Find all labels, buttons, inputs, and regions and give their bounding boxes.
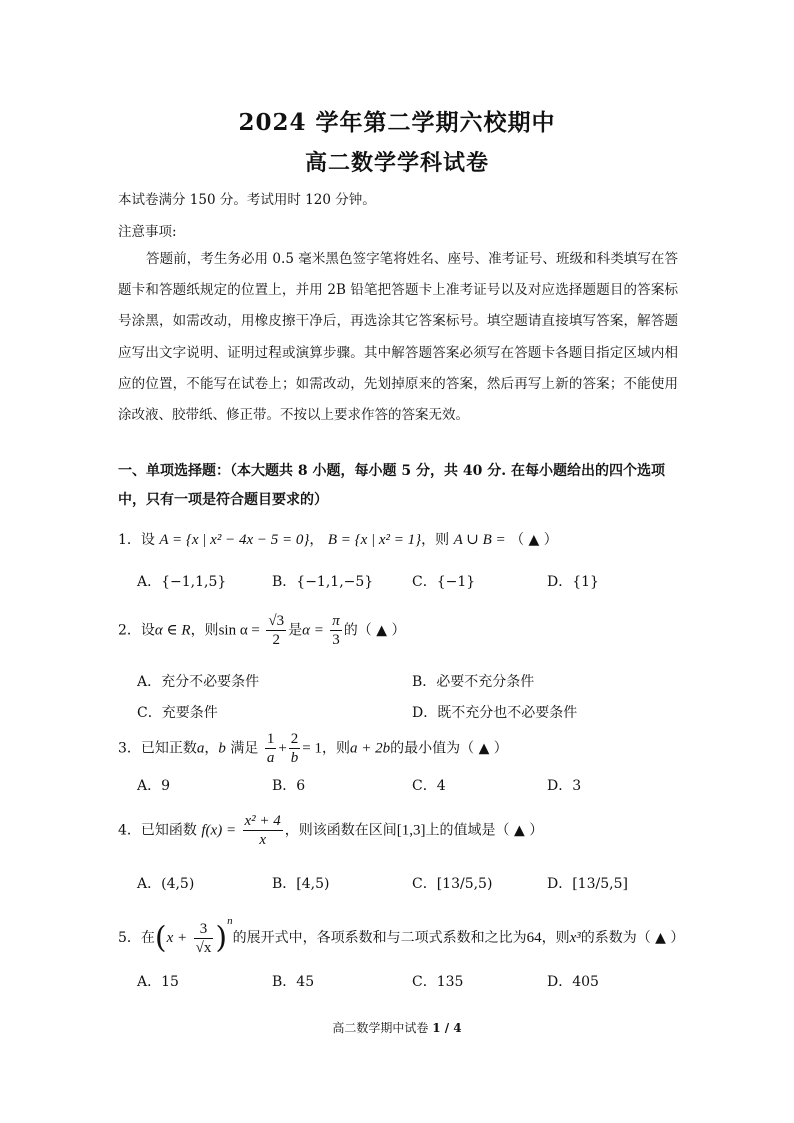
right-paren-icon: ) bbox=[215, 920, 228, 956]
q2-option-a: A．充分不必要条件 bbox=[137, 674, 260, 690]
q4-option-b: B．[4,5) bbox=[272, 876, 330, 892]
q2-mid1: ，则 bbox=[190, 622, 219, 639]
q5-f-num: 3 bbox=[194, 920, 214, 939]
q3-plus: + bbox=[278, 740, 287, 757]
q1-set-b: B = {x | x² = 1} bbox=[327, 532, 422, 548]
q4-tail: 上的值域是（ ▲ ） bbox=[425, 822, 544, 839]
q1-tail: ，则 bbox=[421, 532, 450, 548]
q3-option-c: C．4 bbox=[412, 778, 446, 794]
q5-option-b: B．45 bbox=[272, 974, 315, 990]
question-1 bbox=[118, 529, 558, 549]
q1-option-c: C．{−1} bbox=[412, 574, 476, 590]
q3-var-b: b bbox=[218, 740, 226, 757]
q2-number: 2．设 bbox=[118, 622, 155, 639]
q2-fraction-sqrt3-over-2 bbox=[266, 612, 286, 649]
q2-frac-num: √3 bbox=[268, 613, 285, 629]
q1-number: 1．设 bbox=[118, 532, 155, 548]
q5-exponent: n bbox=[227, 915, 233, 927]
footer-text: 高二数学期中试卷 bbox=[332, 1021, 429, 1035]
q4-number: 4．已知函数 bbox=[118, 822, 197, 839]
q2-condition: α ∈ R bbox=[154, 622, 191, 639]
q2-frac2-num: π bbox=[332, 613, 340, 629]
q1-set-a: A = {x | x² − 4x − 5 = 0} bbox=[159, 532, 310, 548]
notice-paragraph: 答题前，考生务必用 0.5 毫米黑色签字笔将姓名、座号、准考证号、班级和科类填写在答题卡和答题纸规定的位置上，并用 2B 铅笔把答题卡上准考证号以及对应选择题题目的答案标号涂黑，如需改动，用橡皮擦干净后，再选涂其它答案标号。填空题请直接填写答案，解答题应写出文字说明、证明过程或演算步骤。其中解答题答案必须写在答题卡各题目指定区域内相应的位置，不能写在试卷上；如需改动，先划掉原来的答案，然后再写上新的答案；不能使用涂改液、胶带纸、修正带。不按以上要求作答的答案无效。 bbox=[118, 251, 678, 424]
q3-expr: a + 2b bbox=[350, 740, 391, 757]
section-1-heading: 一、单项选择题：（本大题共 8 小题，每小题 5 分，共 40 分. 在每小题给出的四个选项中，只有一项是符合题目要求的） bbox=[118, 463, 665, 508]
q5-option-a: A．15 bbox=[137, 974, 179, 990]
q2-alpha: α = bbox=[302, 622, 324, 639]
q2-option-b: B．必要不充分条件 bbox=[412, 674, 535, 690]
question-2 bbox=[118, 612, 405, 649]
score-line: 本试卷满分 150 分。考试用时 120 分钟。 bbox=[118, 192, 376, 208]
q3-option-b: B．6 bbox=[272, 778, 306, 794]
q3-var-a: a bbox=[196, 740, 205, 757]
q3-fraction-2-over-b bbox=[289, 730, 301, 767]
q5-fraction bbox=[194, 920, 214, 957]
q5-option-d: D．405 bbox=[547, 974, 599, 990]
q1-option-a: A．{−1,1,5} bbox=[137, 574, 227, 590]
q4-fraction bbox=[243, 812, 283, 849]
q4-option-a: A．(4,5) bbox=[137, 876, 195, 892]
q1-option-d: D．{1} bbox=[547, 574, 599, 590]
q3-number: 3．已知正数 bbox=[118, 740, 197, 757]
q2-fraction-pi-over-3 bbox=[330, 612, 342, 649]
left-paren-icon: ( bbox=[154, 920, 167, 956]
q3-fraction-1-over-a bbox=[265, 730, 277, 767]
q4-f-num: x² + 4 bbox=[244, 813, 281, 829]
q5-f-den: √x bbox=[195, 939, 212, 956]
q4-interval: [1,3] bbox=[396, 822, 426, 839]
q3-f2-num: 2 bbox=[290, 731, 299, 747]
q3-option-d: D．3 bbox=[547, 778, 582, 794]
q3-mid: 满足 bbox=[230, 740, 259, 757]
q2-sin: sin α = bbox=[218, 622, 260, 639]
q3-tail: 的最小值为（ ▲ ） bbox=[390, 740, 508, 757]
q3-option-a: A．9 bbox=[137, 778, 171, 794]
q4-option-d: D．[13/5,5] bbox=[547, 876, 628, 892]
question-3 bbox=[118, 730, 508, 767]
q5-mid2: ，则 bbox=[541, 930, 570, 946]
q1-option-b: B．{−1,1,−5} bbox=[272, 574, 374, 590]
q2-tail: 的（ ▲ ） bbox=[343, 622, 406, 639]
q2-option-c: C．充要条件 bbox=[137, 705, 218, 721]
q2-mid2: 是 bbox=[288, 622, 303, 639]
q1-answer-blank: （ ▲ ） bbox=[510, 532, 558, 548]
q5-ratio: 64 bbox=[526, 930, 542, 946]
q3-f1-num: 1 bbox=[266, 731, 275, 747]
q4-f-den: x bbox=[259, 832, 266, 848]
page-number: 1 / 4 bbox=[432, 1021, 462, 1035]
q4-mid: ，则该函数在区间 bbox=[284, 822, 397, 839]
page-footer bbox=[0, 1019, 794, 1036]
q5-mid: 的展开式中，各项系数和与二项式系数和之比为 bbox=[232, 930, 527, 946]
q5-term: x³ bbox=[569, 930, 581, 946]
q5-number: 5．在 bbox=[118, 930, 155, 946]
q4-option-c: C．[13/5,5) bbox=[412, 876, 493, 892]
q4-function: f(x) = bbox=[201, 822, 237, 839]
q3-f1-den: a bbox=[266, 750, 275, 766]
q2-frac2-den: 3 bbox=[332, 632, 340, 648]
question-4 bbox=[118, 812, 543, 849]
q1-sep: ， bbox=[309, 532, 324, 548]
q3-eq: = 1 bbox=[302, 740, 323, 757]
exam-title: 2024 学年第二学期六校期中 bbox=[238, 109, 556, 136]
exam-subtitle: 高二数学学科试卷 bbox=[304, 150, 489, 176]
question-5 bbox=[118, 915, 684, 957]
q2-option-d: D．既不充分也不必要条件 bbox=[412, 705, 578, 721]
q5-x: x + bbox=[166, 930, 188, 946]
q3-f2-den: b bbox=[290, 750, 299, 766]
q5-tail: 的系数为（ ▲ ） bbox=[580, 930, 685, 946]
q5-option-c: C．135 bbox=[412, 974, 464, 990]
q1-expr: A ∪ B = bbox=[453, 532, 506, 548]
q3-mid2: ，则 bbox=[322, 740, 351, 757]
q2-frac-den: 2 bbox=[272, 632, 280, 648]
q3-comma: ， bbox=[204, 740, 219, 757]
notice-label: 注意事项: bbox=[118, 224, 177, 240]
